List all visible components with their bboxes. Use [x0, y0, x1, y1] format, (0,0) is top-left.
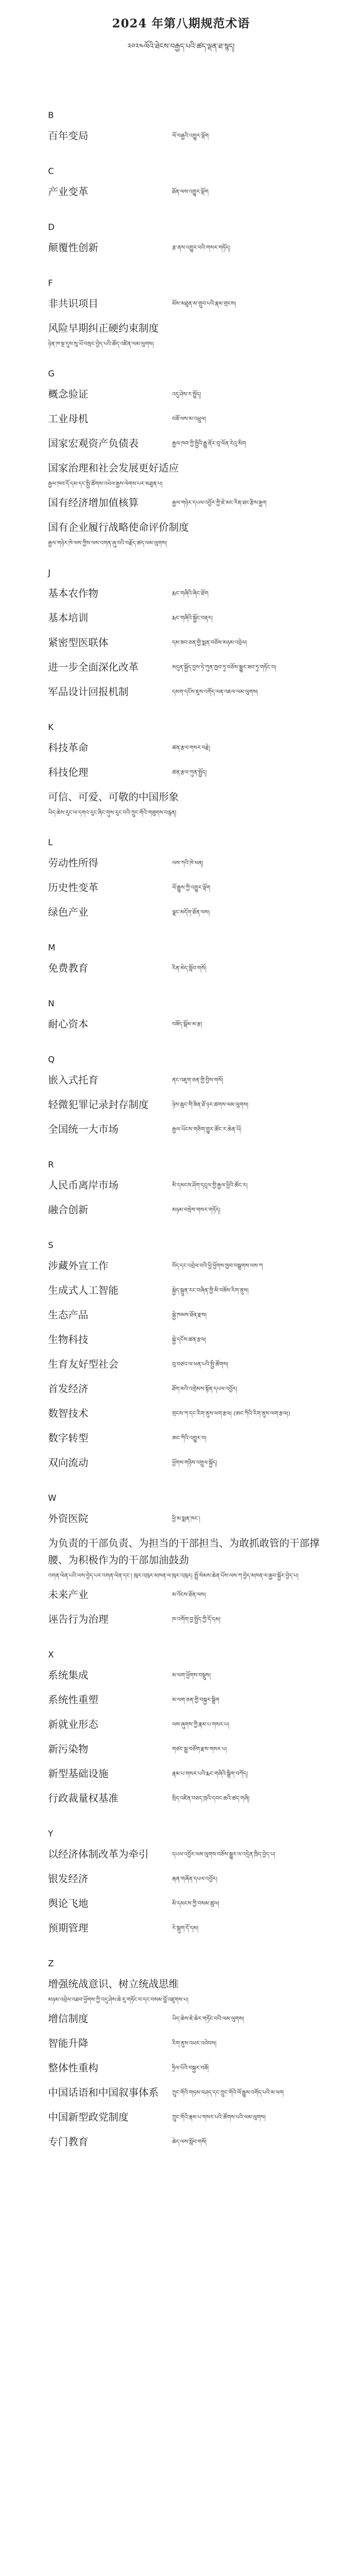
term-tibetan: ཁ་འགོག་བྱ་སྤྱོད་ཀྱི་དོ་དམ། [172, 1617, 221, 1623]
term-row [48, 1381, 362, 1406]
term-chinese: 轻微犯罪记录封存制度 [48, 1099, 149, 1111]
term-tibetan: རྣམ་པ་གསར་པའི་རྨང་གཞིའི་སྒྲིག་བཀོད། [172, 1771, 248, 1777]
term-tibetan: ཐོན་ལས་འགྱུར་ལྡོག [172, 189, 209, 195]
term-row [48, 1122, 362, 1146]
term-tibetan: རྩ་ནས་འགྱུར་བའི་གསར་གཏོད། [172, 245, 231, 251]
term-tibetan: ལོ་རྒྱུས་ཀྱི་འགྱུར་ལྡོག [172, 885, 211, 891]
term-tibetan: དམག་དངོས་ཇུས་འགོད་ལན་འཇལ་ལམ་ལུགས། [172, 689, 258, 695]
term-tibetan: ཀྲུང་གོའི་གཏམ་བཤད་དང་ཀྲུང་གོའི་ལོ་རྒྱུས་འགོད་པའི་མ་ལག [172, 2090, 284, 2096]
term-tibetan: རེ་སྒུག་དོ་དམ། [172, 1925, 199, 1932]
term-tibetan: ལས་ཞུགས་ཀྱི་རྣམ་པ་གསར་པ། [172, 1722, 230, 1728]
term-tibetan: མི་དམངས་ཀྱི་བསམ་ཚུལ། [172, 1901, 220, 1907]
term-tibetan: ཀྲུང་གོའི་རྣམ་པ་གསར་པའི་ཚོགས་པའི་ལམ་ལུགས། [172, 2115, 266, 2121]
term-row [48, 1307, 362, 1332]
term-row [48, 321, 327, 355]
term-tibetan: རྒྱལ་ཁབ་དོ་དམ་དང་སྤྱི་ཚོགས་འཕེལ་རྒྱས་ལེགས་པར་མཐུན་པ། [48, 481, 163, 487]
term-tibetan: རིག་ནུས་འཕར་འབེབས། [172, 2041, 217, 2047]
term-tibetan: མ་ལག་ཕྱོགས་བསྡུས། [172, 1673, 211, 1679]
term-tibetan: གྲངས་ཀ་དང་རིག་ནུས་ལག་རྩལ། (ཨང་ཀིའི་རིག་ནུས་ལག་རྩལ།) [172, 1411, 290, 1417]
term-chinese: 行政裁量权基准 [48, 1793, 118, 1805]
term-row [48, 2085, 362, 2109]
term-tibetan: མདུན་སྐྱོད་བྱས་ཏེ་ཀུན་ཁྱབ་ཏུ་བཅོས་སྒྱུར་ཟབ་ཏུ་གཏོང་བ། [172, 665, 277, 671]
term-chinese: 耐心资本 [48, 1019, 88, 1030]
term-chinese: 为负责的干部负责、为担当的干部担当、为敢抓敢管的干部撑腰、为积极作为的干部加油鼓劲 [48, 1538, 320, 1566]
term-chinese: 进一步全面深化改革 [48, 662, 139, 674]
term-row [48, 387, 362, 411]
page-subtitle: ༢༠༢༤ལོའི་ཐེངས་བརྒྱད་པའི་ཚད་ལྡན་ཐ་སྙད། [127, 43, 235, 51]
term-row [48, 1587, 362, 1612]
term-chinese: 免费教育 [48, 963, 88, 974]
section-letter: M [48, 943, 55, 953]
term-chinese: 银发经济 [48, 1873, 88, 1885]
term-tibetan: འདུ་ཤེས་ར་སྤྲོད། [172, 392, 201, 398]
term-row [48, 1766, 362, 1791]
term-tibetan: ཉེན་ཁ་སྔ་དུས་སུ་ཡོ་བསྲང་བྱེད་པའི་ཚོད་འཛིན་ལམ་ལུགས། [48, 341, 154, 347]
term-tibetan: དཔལ་འབྱོར་ལམ་ལུགས་བཅོས་སྒྱུར་ལ་འདྲེན་ཁྲིད་བྱེད་པ། [172, 1852, 275, 1858]
page-title: 2024 年第八期规范术语 [112, 16, 250, 30]
term-chinese: 涉藏外宣工作 [48, 1260, 108, 1272]
term-chinese: 全国统一大市场 [48, 1124, 118, 1136]
term-row [48, 1511, 362, 1536]
term-tibetan: ཡིད་ཆེས་ཇེ་ཆེར་གཏོང་བའི་ལམ་ལུགས། [172, 2016, 244, 2022]
term-row [48, 635, 362, 660]
term-chinese: 数智技术 [48, 1408, 88, 1420]
term-chinese: 中国话语和中国叙事体系 [48, 2087, 159, 2099]
section-letter: W [48, 1493, 56, 1503]
term-tibetan: སྲིད་འཛིན་བཅད་ཁྲའི་དབང་ཆའི་ཚད་གཞི། [172, 1796, 250, 1802]
term-row [48, 1430, 362, 1455]
term-row [48, 460, 327, 495]
term-row [48, 1741, 362, 1766]
section-letter: F [48, 278, 53, 288]
term-chinese: 基本农作物 [48, 588, 98, 600]
term-chinese: 工业母机 [48, 413, 88, 425]
term-tibetan: ཐོག་མའི་འགྲེམས་སྟོན་དཔལ་འབྱོར། [172, 1386, 237, 1392]
term-chinese: 增强统战意识、树立统战思维 [48, 1979, 179, 1990]
term-tibetan: རྒྱལ་གཉེར་ཁེ་ལས་ཀྱིས་ལས་འགན་ཞུ་བའི་བརྗོད་ཚད་ལམ་ལུགས། [48, 540, 167, 547]
term-chinese: 科技革命 [48, 742, 88, 754]
term-tibetan: མ་ལག་ཅན་གྱི་བསྐྱར་སྒྲིག [172, 1697, 220, 1703]
term-tibetan: རིན་མེད་སློབ་གསོ། [172, 966, 207, 972]
term-tibetan: ཉེས་ཆུང་གི་ཟིན་ཐོ་ཉར་ཚགས་ལམ་ལུགས། [172, 1102, 249, 1108]
term-row [48, 1406, 362, 1430]
term-row [48, 1097, 362, 1122]
term-tibetan: གཙང་སྦྲ་བཙོག་རྫས་གསར་པ། [172, 1746, 227, 1753]
term-chinese: 首发经济 [48, 1383, 88, 1395]
term-tibetan: ནང་འཇུག་ཅན་གྱི་བྱིས་གསོ། [172, 1077, 223, 1084]
section-letter: S [48, 1240, 54, 1250]
term-row [48, 1976, 327, 2011]
term-chinese: 军品设计回报机制 [48, 686, 128, 698]
term-tibetan: ཨང་ཀིའི་འགྱུར་བ། [172, 1435, 207, 1442]
term-row [48, 610, 362, 635]
term-row [48, 2109, 362, 2134]
term-tibetan: བོད་དང་འབྲེལ་བའི་ཕྱི་ཕྱོགས་ཁྱབ་བསྒྲགས་ལས་ཀ [172, 1263, 263, 1269]
term-row [48, 1920, 362, 1945]
term-chinese: 生物科技 [48, 1334, 88, 1346]
term-chinese: 智能升降 [48, 2038, 88, 2050]
term-tibetan: སྐྱེད་སྐྲུན་རང་བཞིན་གྱི་མི་བཟོས་རིག་ནུས། [172, 1288, 249, 1294]
term-chinese: 新污染物 [48, 1744, 88, 1755]
term-tibetan: རྒྱལ་ཡོངས་གཅིག་གྱུར་ཚོང་ར་ཆེན་པོ། [172, 1127, 241, 1133]
term-chinese: 产业变革 [48, 186, 88, 198]
section-letter: K [48, 722, 54, 732]
term-row [48, 2036, 362, 2060]
term-row [48, 1847, 362, 1871]
section-letter: G [48, 369, 55, 379]
term-row [48, 1871, 362, 1896]
term-tibetan: མཉམ་འབྲེལ་འཐབ་ཕྱོགས་ཀྱི་འདུ་ཤེས་ཆེ་རུ་གཏོང་བ་དང་བསམ་བློ་འཛུགས་པ། [48, 1997, 189, 2003]
section-letter: Y [48, 1829, 54, 1839]
term-tibetan: ཚན་རྩལ་ཀུན་སྤྱོད། [172, 770, 207, 776]
term-row [48, 240, 362, 265]
section-letter: Q [48, 1054, 55, 1065]
term-chinese: 系统集成 [48, 1670, 88, 1682]
term-chinese: 劳动性所得 [48, 858, 98, 869]
term-row [48, 2011, 362, 2036]
section-letter: X [48, 1650, 54, 1660]
term-row [48, 1072, 362, 1097]
term-row [48, 1692, 362, 1717]
term-tibetan: དམ་ཟབ་ཅན་གྱི་སྨན་བཅོས་མཉམ་འབྲེལ། [172, 640, 247, 646]
term-row [48, 1357, 362, 1381]
term-tibetan: རྨང་གཞིའི་སྦྱོང་བརྡར། [172, 615, 213, 621]
term-tibetan: རྨང་གཞིའི་ཞིང་ཐོག [172, 591, 208, 597]
term-chinese: 风险早期纠正硬约束制度 [48, 323, 159, 335]
term-tibetan: འགན་ལེན་པའི་ལས་བྱེད་པར་འགན་ལེན་དང་། ཁུར་འཁུར་མཁན་ལ་ཁུར་འཁུར། སྤྲོ་སེམས་ཆེན་པོས་ལས་ཀ་བྱེད་མཁན་ལ་རྒྱབ་སྐྱོར་བྱེད་པ། [48, 1573, 299, 1579]
section-letter: L [48, 837, 53, 847]
term-tibetan: ཕྱི་མ་སྨན་ཁང་། [172, 1516, 201, 1522]
term-chinese: 紧密型医联体 [48, 637, 108, 649]
term-row [48, 436, 362, 460]
term-tibetan: བཟོད་སྒོམ་མ་རྩ། [172, 1021, 202, 1028]
term-row [48, 1455, 362, 1480]
term-row [48, 2134, 362, 2159]
term-tibetan: མོས་མཐུན་མ་གྲུབ་པའི་རྣམ་གྲངས། [172, 301, 236, 307]
section-letter: C [48, 166, 54, 176]
term-chinese: 融合创新 [48, 1204, 88, 1216]
term-chinese: 生育友好型社会 [48, 1359, 118, 1371]
term-chinese: 增信制度 [48, 2013, 88, 2025]
section-letter: J [48, 568, 51, 578]
term-row [48, 1896, 362, 1920]
term-tibetan: སྐྱེ་ཁམས་ཐོན་རྫས། [172, 1312, 207, 1318]
term-chinese: 国有经济增加值核算 [48, 497, 139, 509]
term-tibetan: ཕྱོགས་གཉིས་འགྲུལ་སྐྱོད། [172, 1460, 217, 1466]
term-tibetan: རྒན་གཞོན་དཔལ་འབྱོར། [172, 1876, 217, 1882]
term-chinese: 可信、可爱、可敬的中国形象 [48, 792, 179, 803]
term-chinese: 舆论飞地 [48, 1898, 88, 1910]
glossary-list [0, 108, 362, 2159]
term-row [48, 1536, 327, 1587]
term-tibetan: མཉམ་བསྲེས་གསར་གཏོད། [172, 1207, 221, 1213]
term-chinese: 百年变局 [48, 130, 88, 142]
term-chinese: 新就业形态 [48, 1719, 98, 1731]
term-tibetan: མི་དམངས་ཤོག་དངུལ་གྱི་རྒྱལ་ཕྱིའི་ཚོང་ར། [172, 1183, 248, 1189]
term-chinese: 历史性变革 [48, 882, 98, 894]
term-chinese: 国家治理和社会发展更好适应 [48, 463, 179, 474]
term-row [48, 684, 362, 709]
term-chinese: 预期管理 [48, 1923, 88, 1934]
term-row [48, 495, 362, 520]
term-row [48, 2060, 362, 2085]
term-tibetan: མ་འོངས་ཐོན་ལས། [172, 1592, 206, 1598]
term-row [48, 1717, 362, 1741]
term-chinese: 整体性重构 [48, 2062, 98, 2074]
section-letter: Z [48, 1958, 54, 1969]
term-row [48, 411, 362, 436]
term-tibetan: བུ་བཙའ་ལ་ཕན་པའི་སྤྱི་ཚོགས། [172, 1362, 228, 1368]
term-row [48, 880, 362, 905]
term-chinese: 颠覆性创新 [48, 242, 98, 254]
term-chinese: 双向流动 [48, 1457, 88, 1469]
term-tibetan: རྒྱལ་གཉེར་དཔལ་འབྱོར་གྱི་ཇེ་མང་རིན་ཐང་རྩིས་རྒྱག [172, 500, 266, 506]
section-letter: N [48, 999, 55, 1009]
term-chinese: 诬告行为治理 [48, 1614, 108, 1626]
term-tibetan: བཟོ་ལས་མ་འཕྲུལ། [172, 416, 206, 422]
term-tibetan: ལས་ཀའི་ཁེ་ཕན། [172, 860, 203, 866]
term-tibetan: སྐྱེ་དངོས་ཚན་རྩལ། [172, 1337, 206, 1343]
term-row [48, 1791, 362, 1815]
term-row [48, 128, 362, 153]
term-tibetan: ཆེད་ལས་སློབ་གསོ། [172, 2139, 207, 2145]
term-row [48, 740, 362, 765]
section-letter: R [48, 1160, 54, 1170]
term-row [48, 660, 362, 684]
term-chinese: 数字转型 [48, 1433, 88, 1444]
term-chinese: 外资医院 [48, 1513, 88, 1525]
term-chinese: 生成式人工智能 [48, 1285, 118, 1297]
term-row [48, 184, 362, 209]
term-row [48, 1283, 362, 1307]
term-row [48, 1178, 362, 1202]
term-chinese: 国有企业履行战略使命评价制度 [48, 522, 189, 534]
term-tibetan: ལྗང་མདོག་ཐོན་ལས། [172, 910, 210, 916]
term-tibetan: ཚན་རྩལ་གསར་བརྗེ། [172, 745, 211, 751]
term-chinese: 嵌入式托育 [48, 1075, 98, 1086]
term-chinese: 生态产品 [48, 1310, 88, 1321]
term-chinese: 国家宏观资产负债表 [48, 438, 139, 450]
term-row [48, 789, 327, 824]
section-letter: B [48, 110, 54, 120]
term-chinese: 人民币离岸市场 [48, 1180, 118, 1192]
term-chinese: 科技伦理 [48, 767, 88, 779]
term-chinese: 以经济体制改革为牵引 [48, 1849, 149, 1861]
term-chinese: 新型基础设施 [48, 1768, 108, 1780]
term-tibetan: ཧྲིལ་པོའི་བསྐྱར་བཟོ། [172, 2065, 209, 2071]
term-chinese: 绿色产业 [48, 907, 88, 919]
term-chinese: 系统性重塑 [48, 1694, 98, 1706]
term-tibetan: རྒྱལ་ཁབ་ཀྱི་སྤྱིའི་རྒྱུ་ནོར་བུ་ལོན་རེའུ་མིག [172, 441, 246, 447]
term-row [48, 905, 362, 929]
term-row [48, 1202, 362, 1227]
term-chinese: 非共识项目 [48, 298, 98, 310]
term-row [48, 1668, 362, 1692]
term-chinese: 专门教育 [48, 2136, 88, 2148]
term-row [48, 855, 362, 880]
term-chinese: 概念验证 [48, 389, 88, 401]
term-row [48, 960, 362, 985]
term-row [48, 1612, 362, 1636]
term-row [48, 1016, 362, 1041]
term-row [48, 1258, 362, 1283]
term-chinese: 未来产业 [48, 1589, 88, 1601]
term-row [48, 520, 327, 554]
term-row [48, 1332, 362, 1357]
term-chinese: 中国新型政党制度 [48, 2112, 128, 2123]
term-row [48, 586, 362, 610]
term-row [48, 765, 362, 789]
term-row [48, 296, 362, 321]
section-letter: D [48, 222, 55, 232]
term-tibetan: ཡིད་ཆེས་རུང་ལ་དགའ་རུང་ཞིང་གུས་རུང་བའི་ཀྲུང་གོའི་གཟུགས་བརྙན། [48, 810, 177, 816]
term-tibetan: ལོ་བརྒྱའི་འགྱུར་ལྡོག [172, 133, 209, 139]
term-chinese: 基本培训 [48, 613, 88, 624]
